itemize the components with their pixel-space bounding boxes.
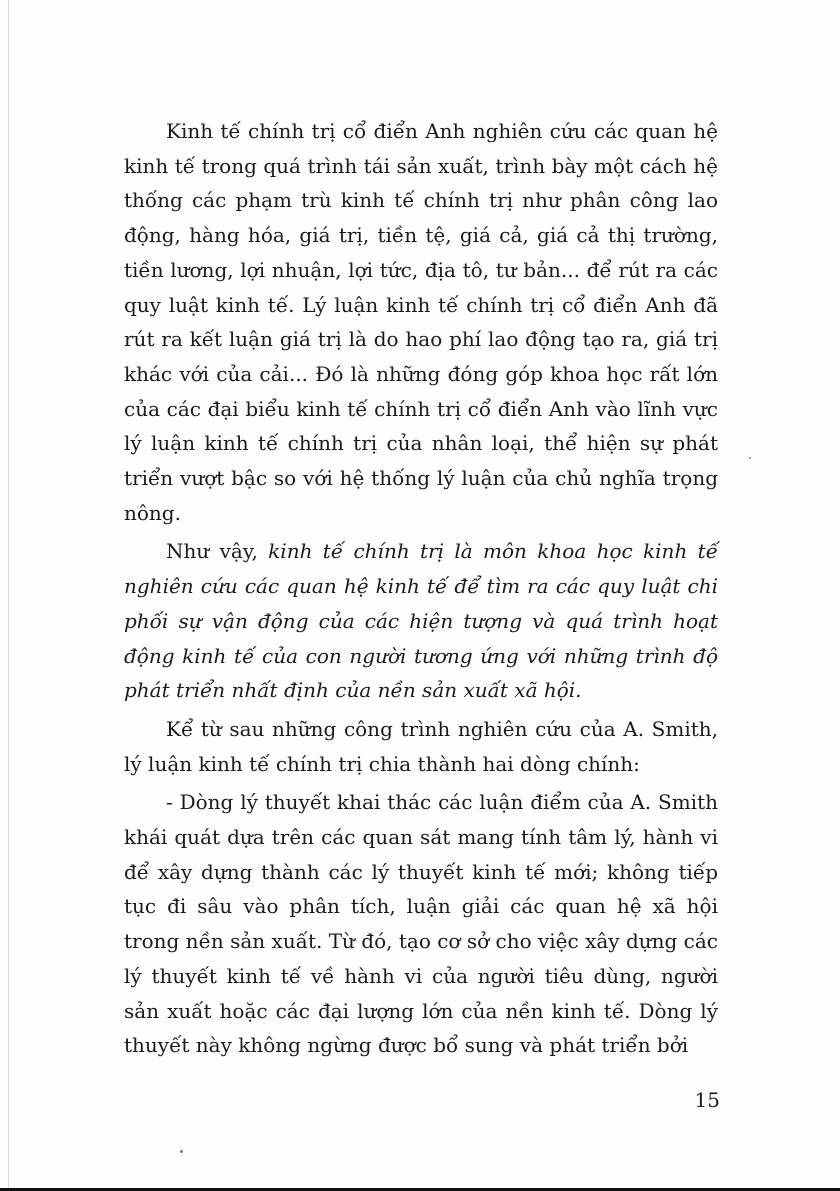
paragraph-classical-economics bbox=[124, 114, 718, 530]
page-binding-edge bbox=[8, 0, 9, 1191]
paragraph-first-stream bbox=[124, 785, 718, 1063]
paragraph-text: - Dòng lý thuyết khai thác các luận điểm của A. Smith khái quát dựa trên các quan sát mang tính tâm lý, hành vi để xây dựng thành các lý thuyết kinh tế mới; không tiếp tục đi sâu vào phân tích, luận giải các quan hệ xã hội trong nền sản xuất. Từ đó, tạo cơ sở cho việc xây dựng các lý thuyết kinh tế về hành vi của người tiêu dùng, người sản xuất hoặc các đại lượng lớn của nền kinh tế. Dòng lý thuyết này không ngừng được bổ sung và phát triển bởi bbox=[124, 790, 718, 1058]
paragraph-text: Như vậy, bbox=[166, 539, 269, 564]
paragraph-text: Kể từ sau những công trình nghiên cứu của A. Smith, lý luận kinh tế chính trị chia thành hai dòng chính: bbox=[124, 716, 718, 776]
scan-speck bbox=[180, 1150, 183, 1153]
paragraph-two-streams bbox=[124, 712, 718, 781]
definition-italic-text: kinh tế chính trị là môn khoa học kinh tế nghiên cứu các quan hệ kinh tế để tìm ra các quy luật chi phối sự vận động của các hiện tượng và quá trình hoạt động kinh tế của con người tương ứng với những trình độ phát triển nhất định của nền sản xuất xã hội. bbox=[124, 539, 719, 703]
page-number: 15 bbox=[694, 1088, 720, 1112]
scan-speck bbox=[749, 457, 751, 459]
paragraph-text: Kinh tế chính trị cổ điển Anh nghiên cứu các quan hệ kinh tế trong quá trình tái sản xuất, trình bày một cách hệ thống các phạm trù kinh tế chính trị như phân công lao động, hàng hóa, giá trị, tiền tệ, giá cả, giá cả thị trường, tiền lương, lợi nhuận, lợi tức, địa tô, tư bản... để rút ra các quy luật kinh tế. Lý luận kinh tế chính trị cổ điển Anh đã rút ra kết luận giá trị là do hao phí lao động tạo ra, giá trị khác với của cải... Đó là những đóng góp khoa học rất lớn của các đại biểu kinh tế chính trị cổ điển Anh vào lĩnh vực lý luận kinh tế chính trị của nhân loại, thể hiện sự phát triển vượt bậc so với hệ thống lý luận của chủ nghĩa trọng nông. bbox=[124, 119, 718, 525]
paragraph-definition bbox=[124, 534, 718, 708]
body-text bbox=[124, 114, 718, 1063]
